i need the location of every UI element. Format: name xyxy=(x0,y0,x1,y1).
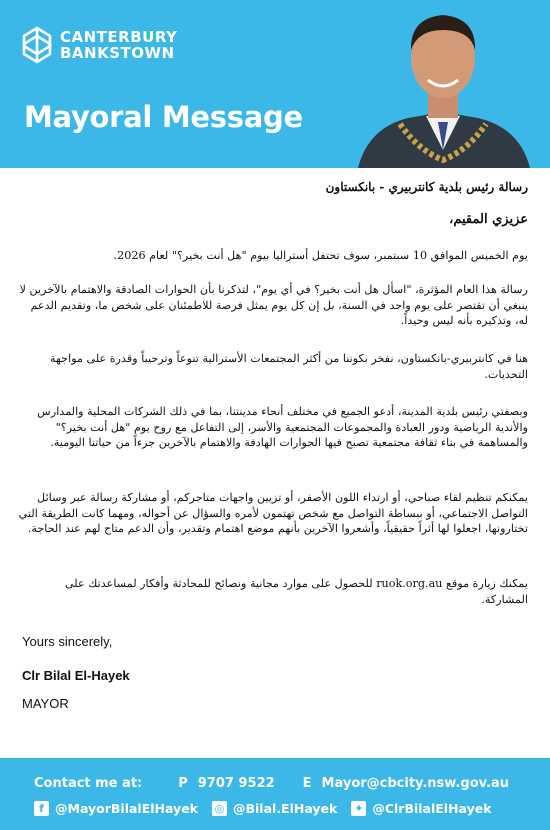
letter-greeting: عزيزي المقيم، xyxy=(449,212,528,227)
closing: Yours sincerely, xyxy=(22,634,113,649)
logo-line-1: CANTERBURY xyxy=(60,28,178,46)
paragraph-3: هنا في كانتربيري-بانكستاون، نفخر بكوننا من أكثر المجتمعات الأسترالية تنوعاً وترحيباً وقدرة على مواجهة التحديات. xyxy=(50,352,528,381)
signatory-name: Clr Bilal El-Hayek xyxy=(22,668,130,683)
header xyxy=(0,0,550,168)
phone-prefix: P xyxy=(178,776,188,791)
council-logo xyxy=(22,26,177,64)
letter-body xyxy=(0,168,550,758)
contact-label: Contact me at: xyxy=(34,776,143,791)
signatory-role: MAYOR xyxy=(22,696,69,711)
page-title: Mayoral Message xyxy=(24,100,303,134)
mayor-portrait xyxy=(348,0,538,168)
twitter-icon: ✦ xyxy=(351,801,366,816)
twitter-handle[interactable]: @ClrBilalElHayek xyxy=(372,801,492,816)
footer xyxy=(0,758,550,830)
facebook-icon: f xyxy=(34,801,49,816)
paragraph-6: يمكنك زيارة موقع ruok.org.au للحصول على موارد مجانية ونصائح للمحادثة وأفكار لمساعدتك على المشاركة. xyxy=(64,577,528,606)
logo-icon xyxy=(22,26,52,64)
instagram-handle[interactable]: @Bilal.ElHayek xyxy=(232,801,338,816)
facebook-handle[interactable]: @MayorBilalElHayek xyxy=(55,801,198,816)
instagram-icon: ◎ xyxy=(212,801,227,816)
paragraph-1: يوم الخميس الموافق 10 سبتمبر، سوف تحتفل أستراليا بيوم "هل أنت بخير؟" لعام 2026. xyxy=(113,249,528,262)
phone-number[interactable]: 9707 9522 xyxy=(197,776,275,791)
paragraph-5: يمكنكم تنظيم لقاء صباحي، أو ارتداء اللون الأصفر، أو تزيين واجهات متاجركم، أو مشاركة رسالة عبر وسائل التواصل الاجتماعي، أو ببساطة التواصل مع شخص تهتمون لأمره والسؤال عن أحواله، ومهما كانت الطريقة التي تختارونها، اجعلوا لها أثراً حقيقياً، وأشعروا الآخرين بأنهم موضع اهتمام وتقدير، وأن الدعم متاح لهم عند الحاجة. xyxy=(18,491,528,535)
email-prefix: E xyxy=(302,776,312,791)
email-link[interactable]: Mayor@cbcity.nsw.gov.au xyxy=(321,776,510,791)
logo-line-2: BANKSTOWN xyxy=(60,44,175,62)
paragraph-4: وبصفتي رئيس بلدية المدينة، أدعو الجميع في مختلف أنحاء مدينتنا، بما في ذلك الشركات المحلية والمدارس والأندية الرياضية ودور العبادة والمجموعات المجتمعية والأسر، إلى التفاعل مع روح يوم "هل أنت بخير؟" والمساهمة في بناء ثقافة مجتمعية تصبح فيها الحوارات الهادفة والاهتمام بالآخرين جزءاً من حياتنا اليومية. xyxy=(37,405,528,449)
paragraph-2: رسالة هذا العام المؤثرة، "اسأل هل أنت بخير؟ في أي يوم"، لتذكرنا بأن الحوارات الصادقة والاهتمام بالآخرين لا ينبغي أن تقتصر على يوم واحد في السنة، بل إن كل يوم يمثل فرصة للاطمئنان على شخص ما، وتقديم الدعم له، وتذكيره بأنه ليس وحيداً. xyxy=(19,283,528,327)
letter-subject: رسالة رئيس بلدية كانتربيري - بانكستاون xyxy=(325,180,528,194)
